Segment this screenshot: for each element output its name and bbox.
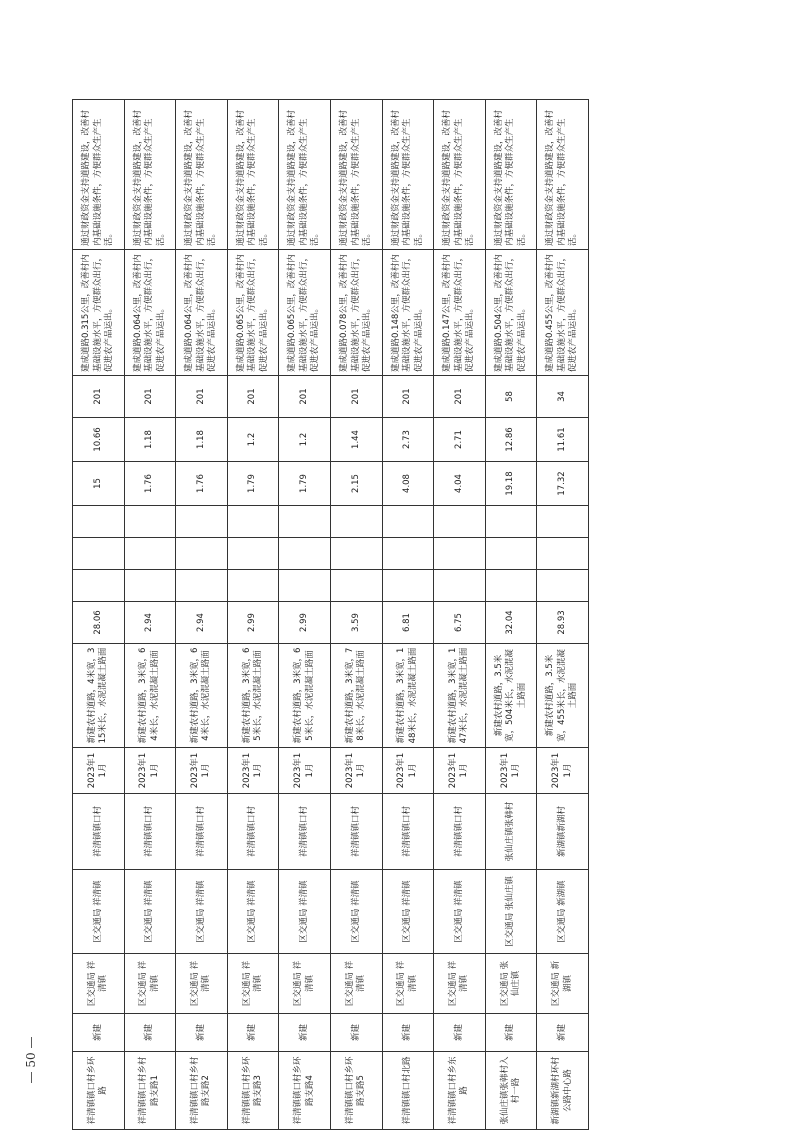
table-cell: 19.18 (485, 462, 537, 506)
table-cell: 2.94 (124, 602, 176, 644)
table-cell: 新建 (485, 1014, 537, 1052)
table-cell (330, 538, 382, 570)
table-cell: 1.76 (176, 462, 228, 506)
table-cell: 新建 (73, 1014, 125, 1052)
table-cell: 新建农村道路，3.5米宽，455米长，水泥混凝土路面 (537, 644, 589, 748)
table-row (73, 100, 125, 1130)
table-cell: 祥清镇镇口村 (330, 794, 382, 870)
table-cell: 2023年11月 (73, 748, 125, 794)
table-cell: 2023年11月 (330, 748, 382, 794)
table-cell: 新建 (330, 1014, 382, 1052)
table-cell: 201 (434, 376, 486, 418)
table-cell (176, 570, 228, 602)
table-cell: 3.59 (330, 602, 382, 644)
table-cell: 10.66 (73, 418, 125, 462)
table-cell: 区交通局 祥清镇 (382, 870, 434, 954)
table-cell: 区交通局 祥清镇 (124, 870, 176, 954)
table-cell: 1.76 (124, 462, 176, 506)
table-cell: 201 (382, 376, 434, 418)
table-cell: 新建农村道路，3米宽，65米长，水泥混凝土路面 (227, 644, 279, 748)
table-cell: 通过财政资金支持道路建设，改善村内基础设施条件，方便群众生产生活。 (227, 100, 279, 250)
table-cell: 通过财政资金支持道路建设，改善村内基础设施条件，方便群众生产生活。 (330, 100, 382, 250)
table-cell: 2.15 (330, 462, 382, 506)
table-cell: 201 (124, 376, 176, 418)
table-cell: 祥清镇镇口村乡东路 (434, 1052, 486, 1130)
table-cell: 新建农村道路，3.5米宽，504米长，水泥混凝土路面 (485, 644, 537, 748)
table-cell: 2.99 (279, 602, 331, 644)
table-cell: 区交通局 祥清镇 (176, 870, 228, 954)
table-cell: 通过财政资金支持道路建设，改善村内基础设施条件，方便群众生产生活。 (124, 100, 176, 250)
table-cell: 2023年11月 (279, 748, 331, 794)
table-cell: 区交通局 张仙庄镇 (485, 954, 537, 1014)
table-cell: 12.86 (485, 418, 537, 462)
table-cell: 区交通局 张仙庄镇 (485, 870, 537, 954)
table-cell: 通过财政资金支持道路建设，改善村内基础设施条件，方便群众生产生活。 (279, 100, 331, 250)
table-cell (124, 506, 176, 538)
table-cell: 区交通局 祥清镇 (176, 954, 228, 1014)
table-cell: 祥清镇镇口村北路 (382, 1052, 434, 1130)
table-cell: 6.81 (382, 602, 434, 644)
table-cell: 祥清镇镇口村 (227, 794, 279, 870)
table-cell: 2023年11月 (537, 748, 589, 794)
table-cell (537, 538, 589, 570)
table-cell: 新建 (537, 1014, 589, 1052)
table-cell: 建成道路0.148公里，改善村内基础设施水平，方便群众出行，促进农产品运出。 (382, 250, 434, 376)
table-cell: 新建 (227, 1014, 279, 1052)
table-cell: 新湖镇新湖村 (537, 794, 589, 870)
table-cell: 祥清镇镇口村 (434, 794, 486, 870)
table-cell: 区交通局 祥清镇 (434, 954, 486, 1014)
table-cell: 1.18 (176, 418, 228, 462)
table-cell: 新建农村道路，4米宽，315米长，水泥混凝土路面 (73, 644, 125, 748)
table-cell (330, 506, 382, 538)
table-cell: 2023年11月 (382, 748, 434, 794)
table-cell: 通过财政资金支持道路建设，改善村内基础设施条件，方便群众生产生活。 (176, 100, 228, 250)
table-cell (382, 506, 434, 538)
project-table-container (72, 100, 589, 1130)
table-cell: 新建农村道路，3米宽，78米长，水泥混凝土路面 (330, 644, 382, 748)
table-cell: 1.79 (279, 462, 331, 506)
table-cell: 区交通局 祥清镇 (73, 870, 125, 954)
table-cell: 区交通局 祥清镇 (227, 870, 279, 954)
table-cell (382, 538, 434, 570)
table-row (279, 100, 331, 1130)
table-cell: 1.2 (227, 418, 279, 462)
table-cell: 区交通局 祥清镇 (227, 954, 279, 1014)
table-cell: 4.04 (434, 462, 486, 506)
table-cell: 28.06 (73, 602, 125, 644)
table-cell (330, 570, 382, 602)
table-cell: 201 (227, 376, 279, 418)
table-cell: 通过财政资金支持道路建设，改善村内基础设施条件，方便群众生产生活。 (73, 100, 125, 250)
table-cell: 201 (330, 376, 382, 418)
table-cell: 新建农村道路，3米宽，65米长，水泥混凝土路面 (279, 644, 331, 748)
table-cell: 2023年11月 (434, 748, 486, 794)
table-cell: 2.73 (382, 418, 434, 462)
table-cell: 区交通局 祥清镇 (434, 870, 486, 954)
table-row (330, 100, 382, 1130)
table-cell: 祥清镇镇口村乡环路支路4 (279, 1052, 331, 1130)
table-cell (434, 506, 486, 538)
table-cell: 新建 (279, 1014, 331, 1052)
table-cell (227, 538, 279, 570)
table-cell: 1.79 (227, 462, 279, 506)
table-cell: 58 (485, 376, 537, 418)
table-cell (227, 570, 279, 602)
table-cell (537, 506, 589, 538)
table-cell (73, 506, 125, 538)
table-cell (434, 570, 486, 602)
table-cell: 4.08 (382, 462, 434, 506)
table-cell: 2023年11月 (176, 748, 228, 794)
table-cell: 祥清镇镇口村乡环路 (73, 1052, 125, 1130)
table-cell: 建成道路0.315公里，改善村内基础设施水平，方便群众出行，促进农产品运出。 (73, 250, 125, 376)
table-cell: 建成道路0.064公里，改善村内基础设施水平，方便群众出行，促进农产品运出。 (124, 250, 176, 376)
table-cell: 新建农村道路，3米宽，64米长，水泥混凝土路面 (176, 644, 228, 748)
table-cell (279, 538, 331, 570)
table-cell: 1.44 (330, 418, 382, 462)
table-cell (73, 538, 125, 570)
table-cell (537, 570, 589, 602)
table-cell: 新建 (382, 1014, 434, 1052)
table-cell: 11.61 (537, 418, 589, 462)
table-cell: 祥清镇镇口村 (382, 794, 434, 870)
table-cell: 祥清镇镇口村 (73, 794, 125, 870)
table-cell (382, 570, 434, 602)
table-cell: 新建 (434, 1014, 486, 1052)
table-cell: 201 (73, 376, 125, 418)
table-cell: 2023年11月 (124, 748, 176, 794)
table-cell: 17.32 (537, 462, 589, 506)
table-cell: 2.94 (176, 602, 228, 644)
table-cell: 祥清镇镇口村乡环路支路3 (227, 1052, 279, 1130)
table-cell: 1.18 (124, 418, 176, 462)
table-cell (485, 538, 537, 570)
table-cell: 张仙庄镇张韩村入村一路 (485, 1052, 537, 1130)
table-cell: 建成道路0.078公里，改善村内基础设施水平，方便群众出行，促进农产品运出。 (330, 250, 382, 376)
table-cell: 1.2 (279, 418, 331, 462)
table-cell: 区交通局 祥清镇 (279, 954, 331, 1014)
table-cell: 祥清镇镇口村乡村路支路2 (176, 1052, 228, 1130)
table-cell: 2.71 (434, 418, 486, 462)
table-cell: 建成道路0.147公里，改善村内基础设施水平，方便群众出行，促进农产品运出。 (434, 250, 486, 376)
table-cell: 祥清镇镇口村乡环路支路5 (330, 1052, 382, 1130)
table-cell: 建成道路0.064公里，改善村内基础设施水平，方便群众出行，促进农产品运出。 (176, 250, 228, 376)
table-cell: 新建 (124, 1014, 176, 1052)
table-cell: 28.93 (537, 602, 589, 644)
table-cell: 祥清镇镇口村 (279, 794, 331, 870)
project-table (72, 99, 589, 1130)
table-cell: 新建 (176, 1014, 228, 1052)
table-cell: 6.75 (434, 602, 486, 644)
table-cell: 区交通局 祥清镇 (382, 954, 434, 1014)
table-cell (434, 538, 486, 570)
table-cell (176, 538, 228, 570)
table-cell: 新湖镇新湖村环村公路中心路 (537, 1052, 589, 1130)
table-cell (279, 570, 331, 602)
table-cell: 通过财政资金支持道路建设，改善村内基础设施条件，方便群众生产生活。 (434, 100, 486, 250)
table-row (485, 100, 537, 1130)
table-cell: 建成道路0.065公里，改善村内基础设施水平，方便群众出行，促进农产品运出。 (227, 250, 279, 376)
table-cell (124, 570, 176, 602)
table-cell: 2.99 (227, 602, 279, 644)
table-cell (176, 506, 228, 538)
table-cell: 祥清镇镇口村乡村路支路1 (124, 1052, 176, 1130)
table-row (176, 100, 228, 1130)
table-cell: 区交通局 新湖镇 (537, 954, 589, 1014)
table-cell: 祥清镇镇口村 (176, 794, 228, 870)
page-number: — 50 — (24, 1036, 38, 1084)
table-cell (279, 506, 331, 538)
table-cell: 通过财政资金支持道路建设，改善村内基础设施条件，方便群众生产生活。 (485, 100, 537, 250)
table-cell: 2023年11月 (227, 748, 279, 794)
table-cell: 建成道路0.504公里，改善村内基础设施水平，方便群众出行，促进农产品运出。 (485, 250, 537, 376)
table-row (124, 100, 176, 1130)
table-cell: 区交通局 祥清镇 (330, 954, 382, 1014)
table-cell (485, 506, 537, 538)
table-cell: 区交通局 祥清镇 (330, 870, 382, 954)
table-cell: 新建农村道路，3米宽，148米长，水泥混凝土路面 (382, 644, 434, 748)
table-cell: 张仙庄镇张韩村 (485, 794, 537, 870)
table-row (382, 100, 434, 1130)
table-cell: 34 (537, 376, 589, 418)
table-row (537, 100, 589, 1130)
table-cell (124, 538, 176, 570)
table-row (227, 100, 279, 1130)
table-cell: 通过财政资金支持道路建设，改善村内基础设施条件，方便群众生产生活。 (382, 100, 434, 250)
table-cell: 区交通局 祥清镇 (279, 870, 331, 954)
table-cell (485, 570, 537, 602)
table-cell: 通过财政资金支持道路建设，改善村内基础设施条件，方便群众生产生活。 (537, 100, 589, 250)
table-cell: 新建农村道路，3米宽，64米长，水泥混凝土路面 (124, 644, 176, 748)
table-cell (227, 506, 279, 538)
table-row (434, 100, 486, 1130)
table-cell: 32.04 (485, 602, 537, 644)
table-cell: 区交通局 祥清镇 (73, 954, 125, 1014)
table-cell: 建成道路0.065公里，改善村内基础设施水平，方便群众出行，促进农产品运出。 (279, 250, 331, 376)
table-cell: 新建农村道路，3米宽，147米长，水泥混凝土路面 (434, 644, 486, 748)
table-cell: 区交通局 祥清镇 (124, 954, 176, 1014)
table-cell: 201 (279, 376, 331, 418)
table-cell: 祥清镇镇口村 (124, 794, 176, 870)
table-cell: 建成道路0.455公里，改善村内基础设施水平，方便群众出行，促进农产品运出。 (537, 250, 589, 376)
table-cell (73, 570, 125, 602)
table-cell: 15 (73, 462, 125, 506)
table-cell: 2023年11月 (485, 748, 537, 794)
table-cell: 区交通局 新湖镇 (537, 870, 589, 954)
table-cell: 201 (176, 376, 228, 418)
